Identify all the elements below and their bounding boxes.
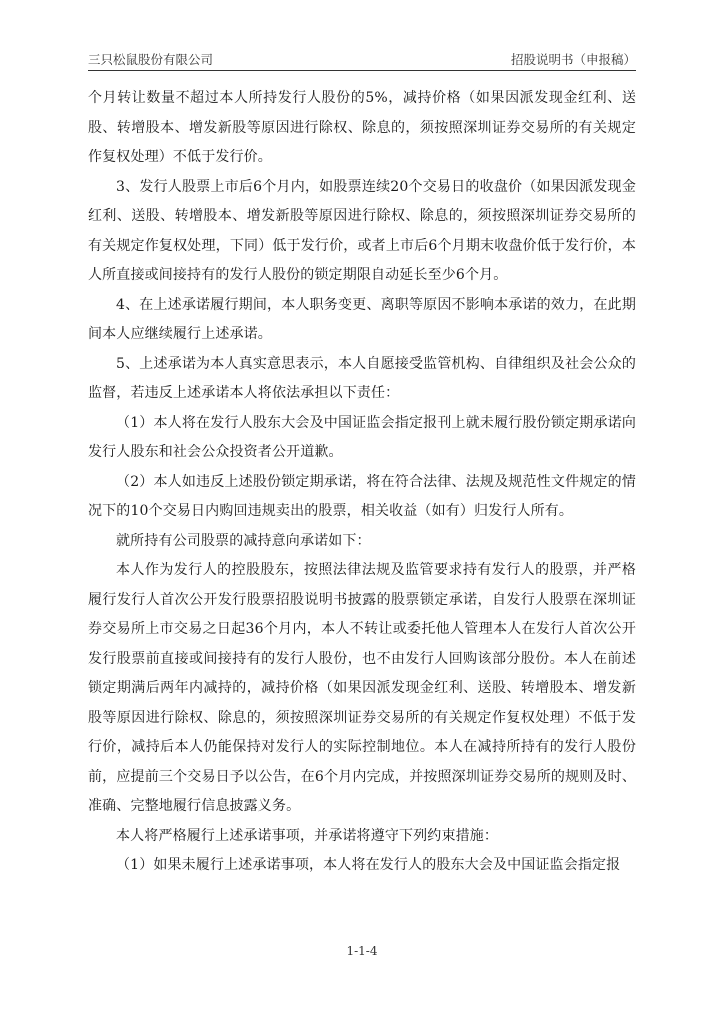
- header-divider: [88, 70, 636, 71]
- paragraph-sub-item-1: （1）本人将在发行人股东大会及中国证监会指定报刊上就未履行股份锁定期承诺向发行人股东和社会公众投资者公开道歉。: [88, 414, 636, 460]
- paragraph-reduction-commitment: 本人作为发行人的控股股东，按照法律法规及监管要求持有发行人的股票，并严格履行发行人首次公开发行股票招股说明书披露的股票锁定承诺，自发行人股票在深圳证券交易所上市交易之日起36个月内，本人不转让或委托他人管理本人在发行人首次公开发行股票前直接或间接持有的发行人股份，也不由发行人回购该部分股份。本人在前述锁定期满后两年内减持的，减持价格（如果因派发现金红利、送股、转增股本、增发新股等原因进行除权、除息的，须按照深圳证券交易所的有关规定作复权处理）不低于发行价，减持后本人仍能保持对发行人的实际控制地位。本人在减持所持有的发行人股份前，应提前三个交易日予以公告，在6个月内完成，并按照深圳证券交易所的规则及时、准确、完整地履行信息披露义务。: [88, 562, 636, 814]
- header-document-title: 招股说明书（申报稿）: [510, 52, 636, 67]
- document-body: [88, 84, 636, 881]
- paragraph-sub-item-2: （2）本人如违反上述股份锁定期承诺，将在符合法律、法规及规范性文件规定的情况下的10个交易日内购回违规卖出的股票，相关收益（如有）归发行人所有。: [88, 473, 636, 519]
- paragraph-continuation: 个月转让数量不超过本人所持发行人股份的5%，减持价格（如果因派发现金红利、送股、转增股本、增发新股等原因进行除权、除息的，须按照深圳证券交易所的有关规定作复权处理）不低于发行价。: [88, 90, 636, 165]
- page-header: [88, 50, 636, 70]
- paragraph-item-5: 5、上述承诺为本人真实意思表示，本人自愿接受监管机构、自律组织及社会公众的监督，若违反上述承诺本人将依法承担以下责任：: [88, 355, 636, 401]
- page-number: 1-1-4: [346, 944, 378, 958]
- paragraph-constraint-intro: 本人将严格履行上述承诺事项，并承诺将遵守下列约束措施：: [116, 827, 499, 844]
- paragraph-reduction-intro: 就所持有公司股票的减持意向承诺如下：: [116, 532, 371, 549]
- paragraph-item-3: 3、发行人股票上市后6个月内，如股票连续20个交易日的收盘价（如果因派发现金红利、送股、转增股本、增发新股等原因进行除权、除息的，须按照深圳证券交易所的有关规定作复权处理，下同）低于发行价，或者上市后6个月期末收盘价低于发行价，本人所直接或间接持有的发行人股份的锁定期限自动延长至少6个月。: [88, 178, 636, 283]
- paragraph-item-4: 4、在上述承诺履行期间，本人职务变更、离职等原因不影响本承诺的效力，在此期间本人应继续履行上述承诺。: [88, 296, 636, 342]
- paragraph-constraint-item-1: （1）如果未履行上述承诺事项，本人将在发行人的股东大会及中国证监会指定报: [116, 857, 621, 873]
- header-company-name: 三只松鼠股份有限公司: [88, 52, 214, 67]
